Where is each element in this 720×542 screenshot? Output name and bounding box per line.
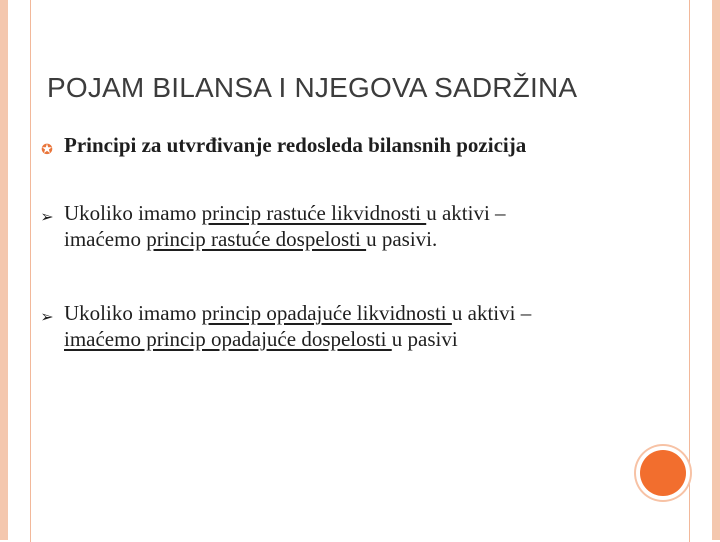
bullet-line [64,300,636,326]
text-span: Ukoliko imamo [64,301,202,325]
slide-title: POJAM BILANSA I NJEGOVA SADRŽINA [47,72,578,103]
sun-icon: ✪ [41,142,53,158]
bullet-item-text [64,200,636,252]
underlined-term: princip rastuće dospelosti [146,227,367,251]
underlined-term: princip rastuće likvidnosti [201,201,427,225]
bullet-line [64,200,636,226]
underlined-term: imaćemo princip opadajuće dospelosti [64,327,392,351]
text-span: u aktivi – [426,201,506,225]
text-span: u pasivi. [366,227,438,251]
arrow-right-icon: ➢ [40,307,54,326]
underlined-term: princip opadajuće likvidnosti [201,301,452,325]
bullet-line [64,326,636,352]
bullet-item-text [64,300,636,352]
bullet-line [64,226,636,252]
decorative-circle [640,450,686,496]
text-span: Ukoliko imamo [64,201,202,225]
bullet-heading-text: Principi za utvrđivanje redosleda bilansnih pozicija [64,133,527,157]
bullet-item [36,200,636,252]
bullet-item [36,300,636,352]
text-span: u aktivi – [451,301,532,325]
bullet-heading [36,132,636,158]
arrow-right-icon: ➢ [40,207,54,226]
text-span: imaćemo [64,227,147,251]
text-span: u pasivi [391,327,458,351]
